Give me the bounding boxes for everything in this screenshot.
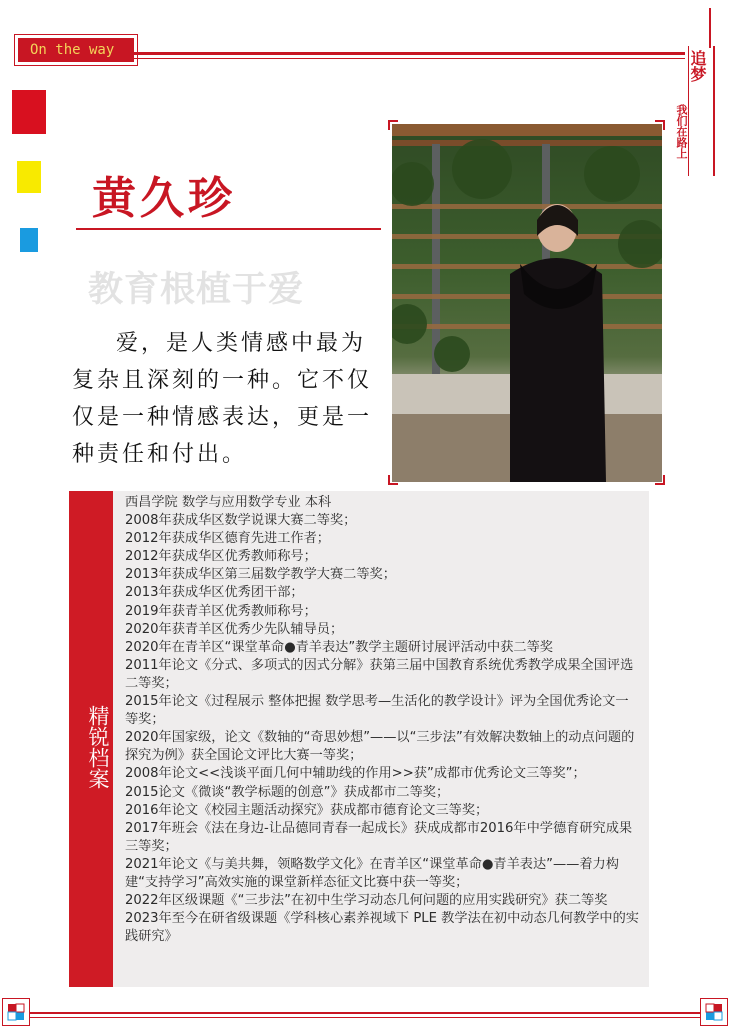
profile-name: 黄久珍: [92, 173, 236, 224]
header-tag: On the way: [18, 38, 134, 62]
portrait-photo: [392, 124, 662, 482]
resume-item: 2020年在青羊区“课堂革命●青羊表达”教学主题研讨展评活动中获二等奖: [125, 639, 553, 655]
resume-item: 2016年论文《校园主题活动探究》获成都市德育论文三等奖；: [125, 802, 489, 818]
resume-label: 精锐档案: [86, 705, 110, 789]
resume-item: 2008年论文<<浅谈平面几何中辅助线的作用>>获”成都市优秀论文三等奖”；: [125, 766, 586, 782]
profile-intro: 爱，是人类情感中最为复杂且深刻的一种。它不仅仅是一种情感表达，更是一种责任和付出。: [72, 331, 373, 467]
resume-item: 2020年国家级，论文《数轴的“奇思妙想”——以“三步法”有效解决数轴上的动点问题的探究为例》获全国论文评比大赛一等奖；: [125, 730, 635, 764]
resume-item: 2023年至今在研省级课题《学科核心素养视域下 PLE 教学法在初中动态几何教学中的实践研究》: [125, 911, 639, 945]
resume-item: 2017年班会《法在身边-让品德同青春一起成长》获成成都市2016年中学德育研究成果三等奖；: [125, 820, 633, 854]
deco-square-blue: [20, 228, 38, 252]
resume-item: 2019年获青羊区优秀教师称号；: [125, 603, 317, 619]
side-motto-small: 我们在路上: [675, 104, 688, 159]
resume-item: 2020年获青羊区优秀少先队辅导员；: [125, 621, 344, 637]
resume-item: 2021年论文《与美共舞，领略数学文化》在青羊区“课堂革命●青羊表达”——着力构建“支持学习”高效实施的课堂新样态征文比赛中获一等奖；: [125, 856, 619, 890]
resume-item: 2008年获成华区数学说课大赛二等奖；: [125, 513, 357, 529]
side-rule: [709, 8, 711, 48]
side-motto-big: 追梦: [688, 50, 707, 82]
resume-item: 西昌学院 数学与应用数学专业 本科: [125, 495, 332, 510]
resume-item: 2012年获成华区德育先进工作者；: [125, 531, 330, 547]
corner-ornament-right: [700, 998, 728, 1026]
resume-list: [125, 494, 641, 946]
resume-item: 2011年论文《分式、多项式的因式分解》获第三届中国教育系统优秀教学成果全国评选二等奖；: [125, 657, 634, 691]
deco-square-yellow: [17, 161, 41, 193]
footer-rule: [28, 1012, 701, 1014]
portrait-illustration: [392, 124, 662, 482]
resume-item: 2013年获成华区优秀团干部；: [125, 585, 304, 601]
deco-square-red: [12, 90, 46, 134]
resume-item: 2015论文《微谈“教学标题的创意”》获成都市二等奖；: [125, 784, 450, 800]
resume-item: 2012年获成华区优秀教师称号；: [125, 549, 317, 565]
header-rule-thin: [130, 58, 685, 59]
profile-motto: 教育根植于爱: [88, 270, 305, 310]
header-rule: [130, 52, 685, 55]
resume-item: 2022年区级课题《“三步法”在初中生学习动态几何问题的应用实践研究》获二等奖: [125, 893, 608, 909]
corner-ornament-left: [2, 998, 30, 1026]
resume-item: 2013年获成华区第三届数学教学大赛二等奖；: [125, 567, 396, 583]
resume-item: 2015年论文《过程展示 整体把握 数学思考—生活化的教学设计》评为全国优秀论文一等奖；: [125, 694, 629, 728]
footer-rule-thin: [28, 1017, 701, 1018]
name-underline: [76, 228, 381, 230]
